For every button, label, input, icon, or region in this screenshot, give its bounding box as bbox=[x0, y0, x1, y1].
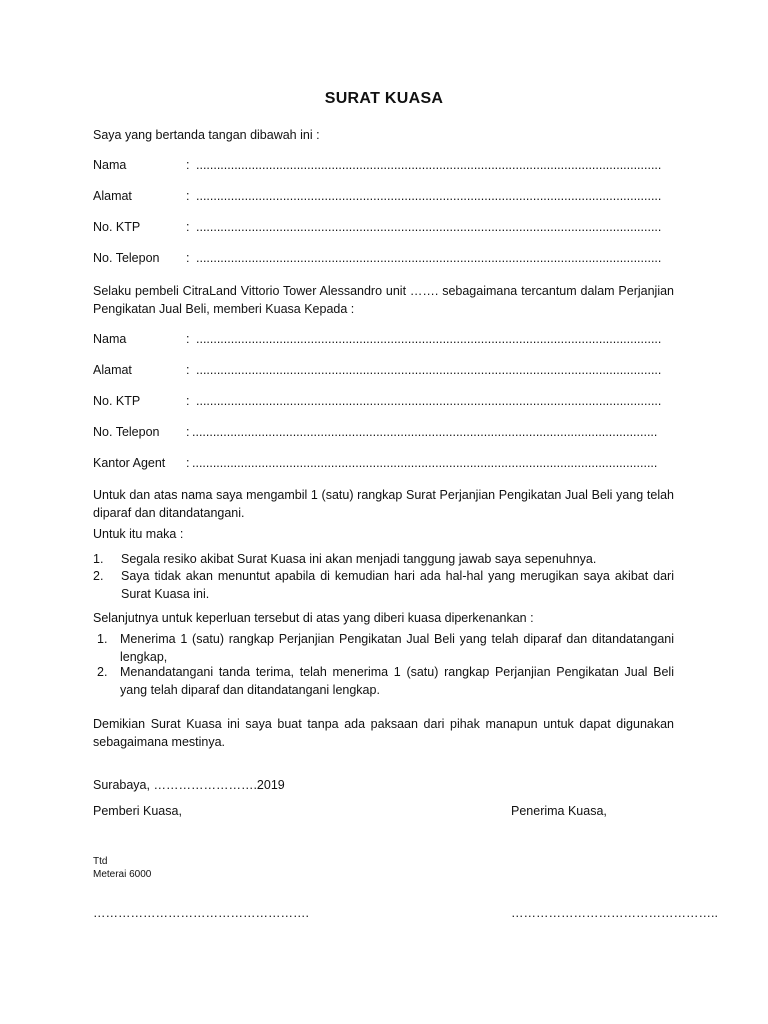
list-text: Segala resiko akibat Surat Kuasa ini akan menjadi tanggung jawab saya sepenuhnya. bbox=[121, 552, 597, 566]
field-label: No. KTP bbox=[93, 394, 141, 408]
grantee-title: Penerima Kuasa, bbox=[511, 804, 607, 818]
field-label: Kantor Agent bbox=[93, 456, 166, 470]
field-blank: ...................................................................................................................................... bbox=[196, 189, 662, 203]
field-label: Nama bbox=[93, 332, 127, 346]
field-blank: ...................................................................................................................................... bbox=[196, 220, 662, 234]
field-label: Nama bbox=[93, 158, 127, 172]
field-colon: : bbox=[186, 220, 190, 234]
field-blank: ...................................................................................................................................... bbox=[196, 363, 662, 377]
authority-intro: Selanjutnya untuk keperluan tersebut di atas yang diberi kuasa diperkenankan : bbox=[93, 611, 534, 625]
field-colon: : bbox=[186, 158, 190, 172]
meterai-note: Meterai 6000 bbox=[93, 869, 152, 880]
list-number: 1. bbox=[93, 552, 104, 566]
field-colon: : bbox=[186, 363, 190, 377]
field-blank: ...................................................................................................................................... bbox=[192, 456, 658, 470]
purpose-paragraph: Untuk dan atas nama saya mengambil 1 (satu) rangkap Surat Perjanjian Pengikatan Jual Beli yang telah diparaf dan ditandatangani. bbox=[93, 488, 674, 520]
field-blank: ...................................................................................................................................... bbox=[196, 158, 662, 172]
field-blank: ...................................................................................................................................... bbox=[196, 332, 662, 346]
therefore-heading: Untuk itu maka : bbox=[93, 527, 184, 541]
place-date: Surabaya, …………………….2019 bbox=[93, 778, 285, 792]
list-number: 2. bbox=[97, 665, 108, 679]
field-blank: ...................................................................................................................................... bbox=[196, 251, 662, 265]
field-colon: : bbox=[186, 332, 190, 346]
list-text: Menandatangani tanda terima, telah menerima 1 (satu) rangkap Perjanjian Pengikatan Jual Beli yang telah diparaf dan ditandatangani lengkap. bbox=[120, 665, 674, 697]
field-blank: ...................................................................................................................................... bbox=[192, 425, 658, 439]
grantor-signature-line: ……………………………………………. bbox=[93, 906, 309, 920]
list-number: 2. bbox=[93, 569, 104, 583]
field-colon: : bbox=[186, 394, 190, 408]
ttd-note: Ttd bbox=[93, 856, 108, 867]
list-text: Menerima 1 (satu) rangkap Perjanjian Pengikatan Jual Beli yang telah diparaf dan ditandatangani lengkap, bbox=[120, 632, 674, 664]
field-colon: : bbox=[186, 425, 190, 439]
field-colon: : bbox=[186, 251, 190, 265]
field-blank: ...................................................................................................................................... bbox=[196, 394, 662, 408]
field-label: No. Telepon bbox=[93, 251, 160, 265]
grantee-signature-line: ………………………………………….. bbox=[511, 906, 718, 920]
field-colon: : bbox=[186, 456, 190, 470]
field-label: No. KTP bbox=[93, 220, 141, 234]
closing-paragraph: Demikian Surat Kuasa ini saya buat tanpa ada paksaan dari pihak manapun untuk dapat digunakan sebagaimana mestinya. bbox=[93, 717, 674, 749]
field-colon: : bbox=[186, 189, 190, 203]
intro-text: Saya yang bertanda tangan dibawah ini : bbox=[93, 128, 320, 142]
field-label: Alamat bbox=[93, 363, 132, 377]
field-label: Alamat bbox=[93, 189, 132, 203]
list-number: 1. bbox=[97, 632, 108, 646]
document-title: SURAT KUASA bbox=[324, 90, 444, 107]
buyer-paragraph: Selaku pembeli CitraLand Vittorio Tower Alessandro unit ……. sebagaimana tercantum dalam Perjanjian Pengikatan Jual Beli, memberi Kuasa Kepada : bbox=[93, 284, 674, 316]
list-text: Saya tidak akan menuntut apabila di kemudian hari ada hal-hal yang merugikan saya akibat dari Surat Kuasa ini. bbox=[121, 569, 674, 601]
grantor-title: Pemberi Kuasa, bbox=[93, 804, 182, 818]
field-label: No. Telepon bbox=[93, 425, 160, 439]
